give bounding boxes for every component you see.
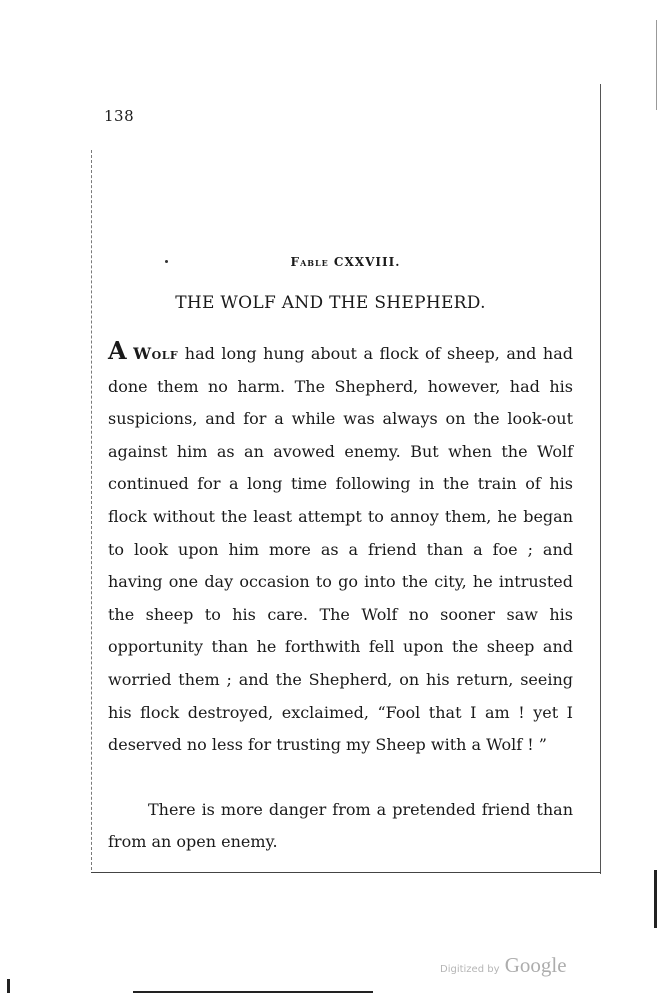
scan-edge-top-right [656,20,657,110]
digitized-watermark [440,953,567,978]
fable-paragraph [108,338,573,762]
google-logo: Google [504,953,567,977]
page-frame-bottom-edge [91,872,601,873]
lead-word: Wolf [133,344,179,363]
fable-title: THE WOLF AND THE SHEPHERD. [175,293,486,313]
fable-body [108,338,573,762]
fable-number: Fable CXXVIII. [290,255,401,269]
scan-corner-mark [7,979,10,993]
scan-edge-bottom-right [654,870,657,928]
scan-bottom-rule [133,991,373,993]
fable-moral: There is more danger from a pretended friend than from an open enemy. [108,800,573,851]
watermark-prefix: Digitized by [440,964,500,975]
drop-cap: A [108,336,127,365]
page-frame-right-edge [600,84,601,874]
page-number: 138 [104,107,135,125]
fable-text: had long hung about a flock of sheep, and had done them no harm. The Shepherd, however, had his suspicions, and for a while was always on the look-out against him as an avowed enemy. But when the Wolf continued for a long time following in the train of his flock without the least attempt to annoy them, he began to look upon him more as a friend than a foe ; and having one day occasion to go into the city, he intrusted the sheep to his care. The Wolf no sooner saw his opportunity than he forthwith fell upon the sheep and worried them ; and the Shepherd, on his return, seeing his flock destroyed, exclaimed, “Fool that I am ! yet I deserved no less for trusting my Sheep with a Wolf ! ” [108,344,574,755]
